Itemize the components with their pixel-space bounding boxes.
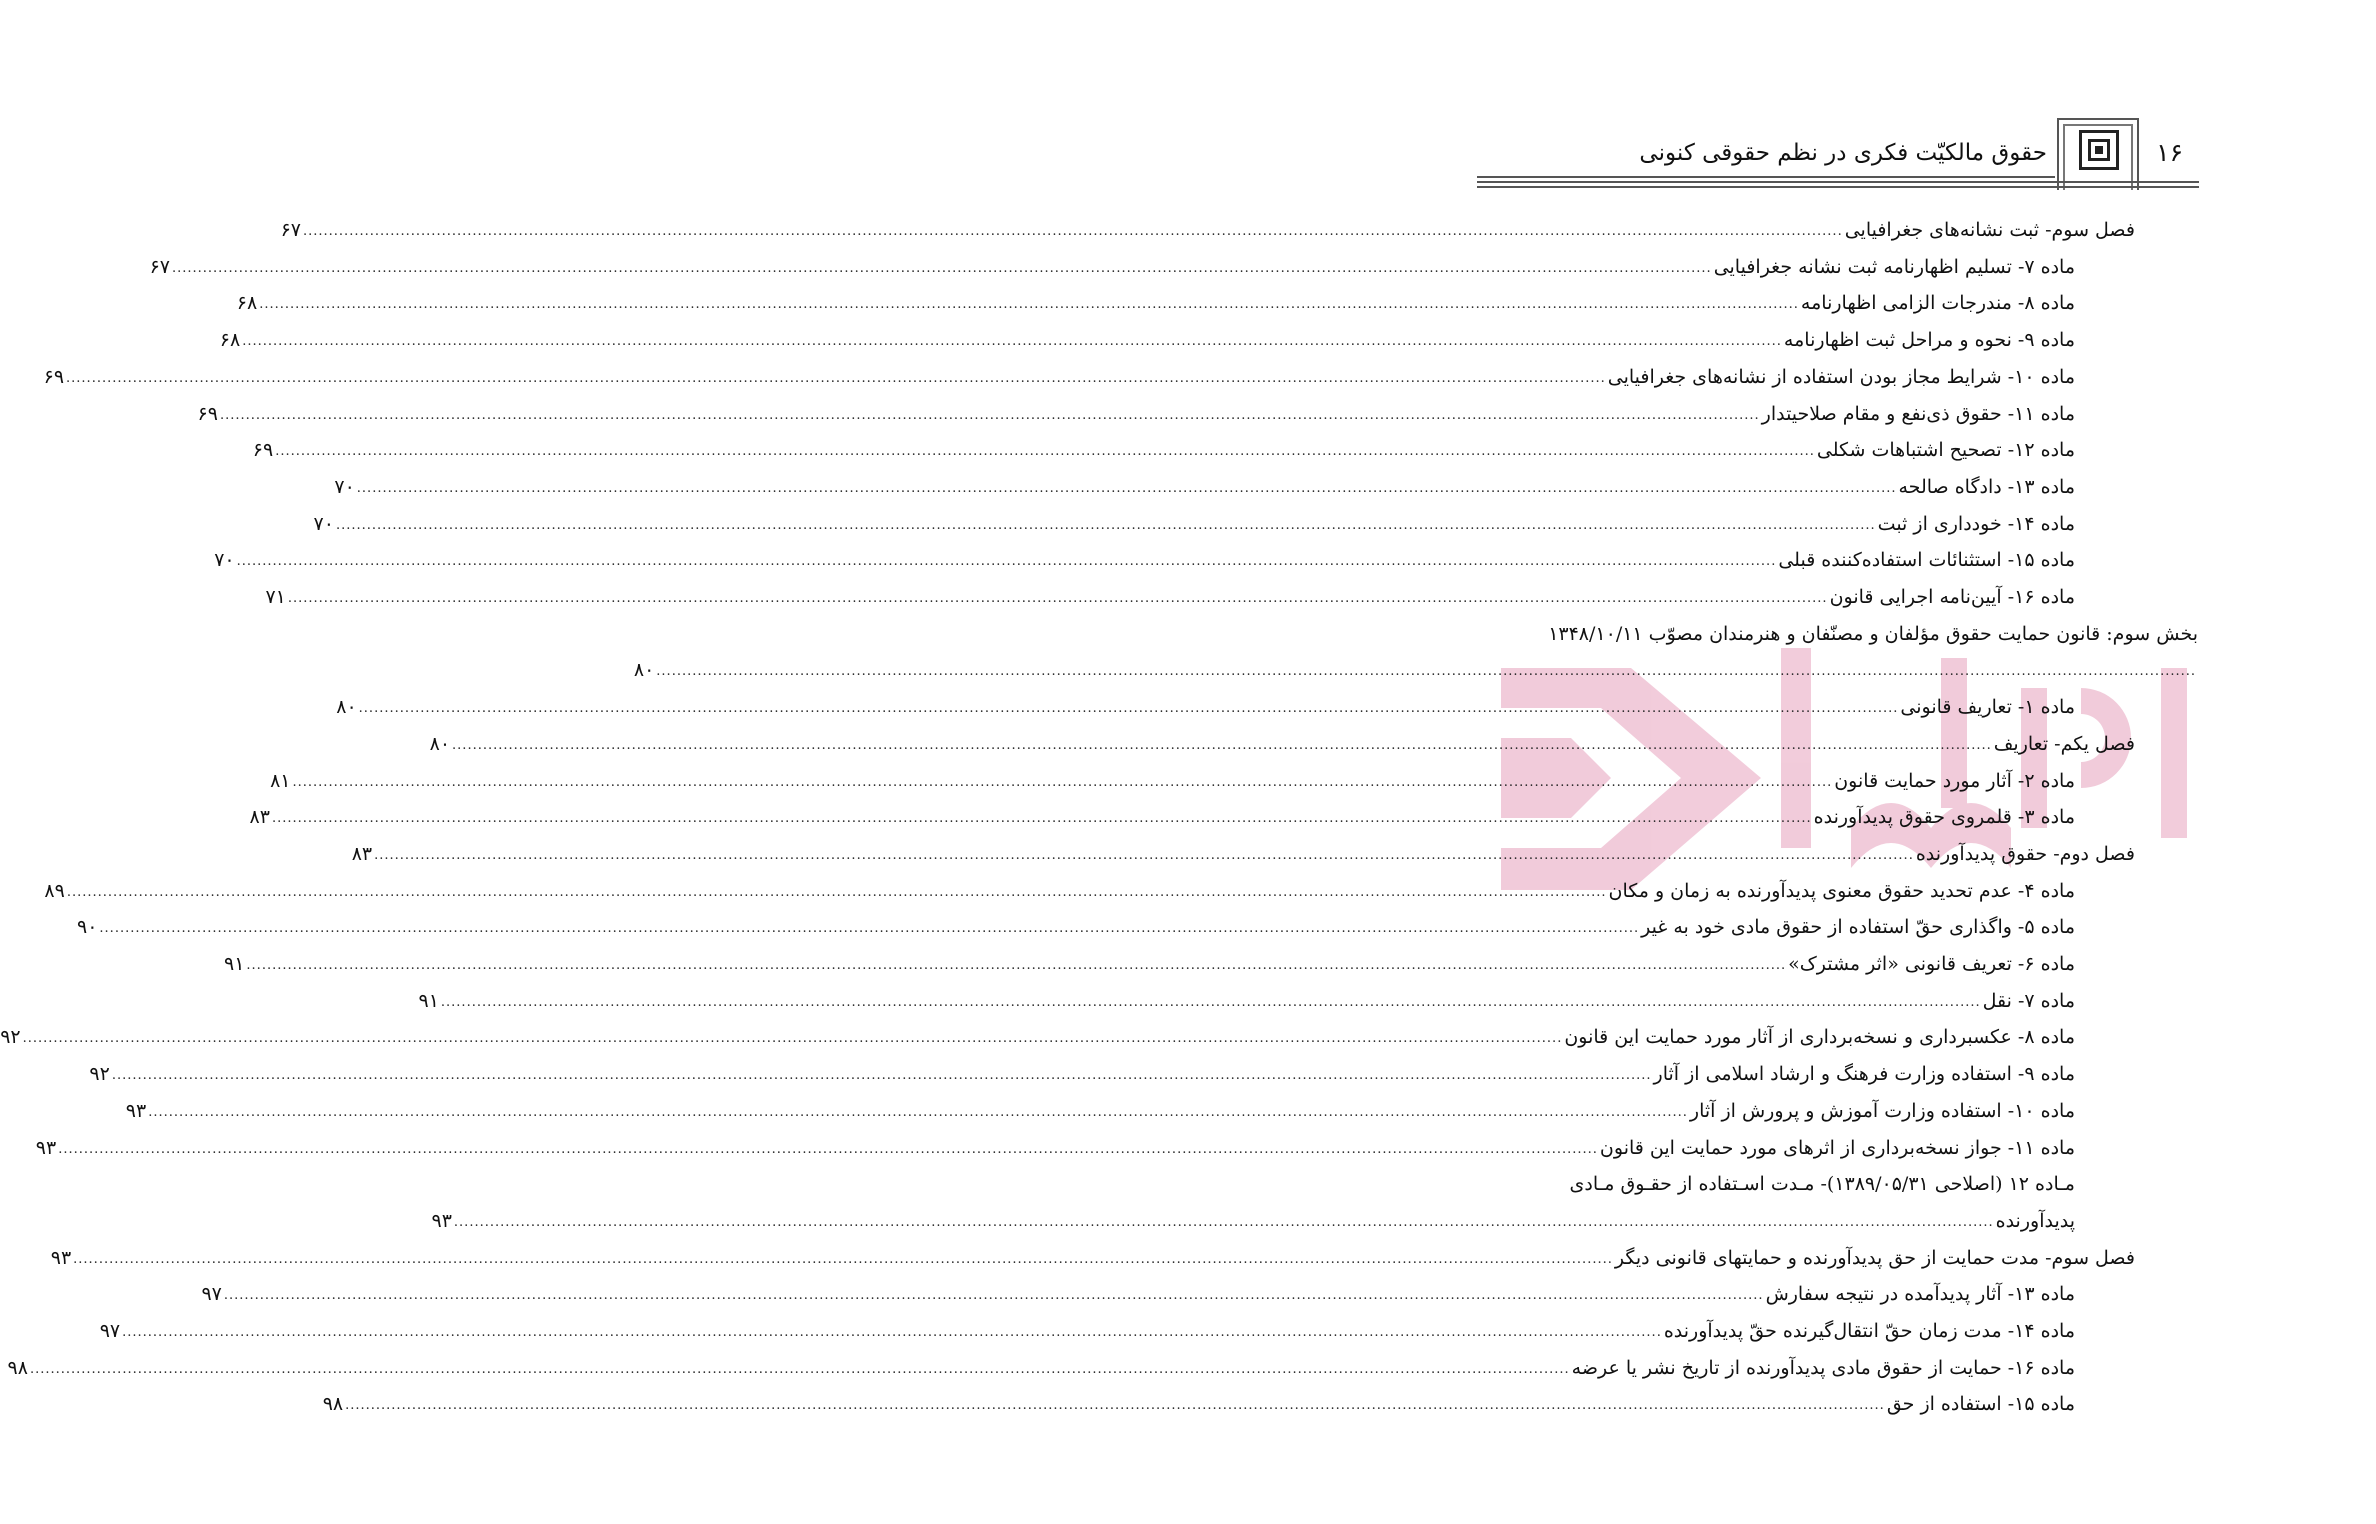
- toc-entry-page: ۹۷: [99, 1320, 121, 1342]
- toc-entry: [313, 506, 2075, 542]
- toc-entry-title: فصل دوم- حقوق پدیدآورنده: [1915, 842, 2135, 865]
- toc-entry-title: ماده ۴- عدم تحدید حقوق معنوی پدیدآورنده به زمان و مکان: [1608, 879, 2075, 902]
- toc-entry-page: ۸۰: [429, 732, 451, 755]
- toc-entry-title: ماده ۷- تسلیم اظهارنامه ثبت نشانه جغرافیایی: [1713, 255, 2075, 278]
- toc-leader-dots: ............................................................................................................................................................................................................................................................................................................: [148, 1104, 1688, 1120]
- toc-leader-dots: ............................................................................................................................................................................................................................................................................................................: [453, 1214, 1994, 1230]
- toc-entry: [351, 836, 2135, 872]
- toc-entry-title: ماده ۸- مندرجات الزامی اظهارنامه: [1800, 292, 2075, 315]
- toc-leader-dots: ............................................................................................................................................................................................................................................................................................................: [440, 994, 1981, 1010]
- toc-entry-page: ۹۱: [224, 953, 245, 975]
- toc-entry-page: ۷۱: [265, 586, 286, 608]
- toc-entry-title: ماده ۱۱- جواز نسخه‌برداری از اثرهای مورد حمایت این قانون: [1599, 1136, 2075, 1159]
- toc-entry-page: ۹۷: [201, 1283, 222, 1306]
- toc-entry-title: پدیدآورنده: [1995, 1209, 2075, 1232]
- toc-leader-dots: ............................................................................................................................................................................................................................................................................................................: [656, 664, 2196, 680]
- toc-leader-dots: ............................................................................................................................................................................................................................................................................................................: [223, 1288, 1764, 1304]
- toc-entry-title: ماده ۶- تعریف قانونی «اثر مشترک»: [1788, 953, 2075, 975]
- toc-leader-dots: ............................................................................................................................................................................................................................................................................................................: [66, 884, 1607, 900]
- toc-entry-title: ماده ۳- قلمروی حقوق پدیدآورنده: [1813, 806, 2075, 829]
- toc-entry-page: ۶۷: [280, 219, 301, 241]
- toc-entry-page: ۹۲: [89, 1063, 110, 1086]
- toc-entry: [35, 1130, 2075, 1166]
- toc-entry: [252, 432, 2075, 468]
- toc-leader-dots: ............................................................................................................................................................................................................................................................................................................: [452, 737, 1992, 753]
- toc-entry-page: ۷۰: [334, 475, 355, 498]
- toc-leader-dots: ............................................................................................................................................................................................................................................................................................................: [356, 480, 1897, 496]
- toc-entry-page: ۹۱: [418, 989, 439, 1012]
- toc-entry: [99, 1313, 2075, 1349]
- toc-entry-title: ماده ۱۰- استفاده وزارت آموزش و پرورش از آثار: [1689, 1099, 2075, 1122]
- toc-entry: [43, 359, 2075, 395]
- toc-leader-dots: ............................................................................................................................................................................................................................................................................................................: [303, 224, 1843, 239]
- toc-entry: [265, 579, 2075, 615]
- toc-leader-dots: ............................................................................................................................................................................................................................................................................................................: [242, 334, 1782, 350]
- toc-entry-page: ۹۸: [7, 1356, 28, 1379]
- toc-entry-page: ۶۹: [197, 402, 218, 425]
- toc-entry-title: ماده ۸- عکسبرداری و نسخه‌برداری از آثار مورد حمایت این قانون: [1564, 1026, 2075, 1049]
- toc-entry: [197, 396, 2075, 432]
- toc-leader-dots: ............................................................................................................................................................................................................................................................................................................: [275, 444, 1815, 460]
- toc-entry: [50, 1240, 2135, 1276]
- toc-entry-title: ماده ۲- آثار مورد حمایت قانون: [1834, 769, 2075, 792]
- toc-leader-dots: ............................................................................................................................................................................................................................................................................................................: [292, 774, 1833, 790]
- toc-entry: [224, 946, 2075, 982]
- toc-entry: [334, 469, 2075, 505]
- toc-leader-dots: ............................................................................................................................................................................................................................................................................................................: [358, 701, 1899, 717]
- toc-entry: [322, 1386, 2075, 1422]
- toc-entry-title: بخش سوم: قانون حمایت حقوق مؤلفان و مصنّفان و هنرمندان مصوّب ۱۳۴۸/۱۰/۱۱: [1548, 622, 2198, 645]
- toc-entry: [429, 726, 2135, 762]
- toc-entry-title: ماده ۱۵- استثنائات استفاده‌کننده قبلی: [1778, 549, 2075, 572]
- toc-leader-dots: ............................................................................................................................................................................................................................................................................................................: [345, 1398, 1885, 1414]
- toc-leader-dots: ............................................................................................................................................................................................................................................................................................................: [29, 1361, 1570, 1377]
- toc-entry: [1477, 616, 2198, 652]
- toc-leader-dots: ............................................................................................................................................................................................................................................................................................................: [111, 1068, 1652, 1084]
- toc-entry-page: ۸۳: [249, 806, 270, 829]
- toc-leader-dots: ............................................................................................................................................................................................................................................................................................................: [73, 1251, 1613, 1267]
- toc-leader-dots: ............................................................................................................................................................................................................................................................................................................: [374, 847, 1914, 863]
- toc-entry: [149, 249, 2075, 285]
- toc-entry-page: ۹۸: [322, 1393, 344, 1416]
- toc-entry-title: ماده ۷- نقل: [1982, 989, 2075, 1012]
- toc-entry-title: ماده ۱۵- استفاده از حق: [1886, 1393, 2075, 1416]
- toc-entry: [44, 873, 2075, 909]
- toc-entry: [125, 1093, 2075, 1129]
- toc-entry-title: ماده ۱۶- آیین‌نامه اجرایی قانون: [1829, 586, 2075, 608]
- toc-entry-page: ۷۰: [214, 549, 235, 572]
- toc-leader-dots: ............................................................................................................................................................................................................................................................................................................: [236, 554, 1777, 570]
- toc-entry-title: ماده ۱۶- حمایت از حقوق مادی پدیدآورنده از تاریخ نشر یا عرضه: [1571, 1356, 2075, 1379]
- toc-entry-page: ۶۸: [236, 292, 258, 315]
- toc-entry-page: ۶۸: [219, 329, 241, 352]
- toc-entry-page: ۹۳: [125, 1099, 147, 1122]
- toc-entry-page: ۸۳: [351, 842, 373, 865]
- toc-entry: [418, 983, 2075, 1019]
- toc-entry: [336, 689, 2075, 725]
- toc-leader-dots: ............................................................................................................................................................................................................................................................................................................: [219, 407, 1760, 423]
- toc-entry-page: ۸۰: [336, 696, 357, 719]
- toc-entry-title: مـاده ۱۲ (اصلاحی ۱۳۸۹/۰۵/۳۱)- مـدت اسـتفاده از حقـوق مـادی: [1569, 1173, 2075, 1196]
- toc-entry-title: ماده ۱- تعاریف قانونی: [1900, 696, 2075, 719]
- toc-entry: [270, 763, 2075, 799]
- toc-entry: [7, 1350, 2075, 1386]
- toc-leader-dots: ............................................................................................................................................................................................................................................................................................................: [66, 370, 1606, 386]
- toc-entry-title: ماده ۱۳- دادگاه صالحه: [1898, 475, 2075, 498]
- toc-entry: [0, 1019, 2075, 1055]
- toc-entry: [77, 909, 2075, 945]
- toc-entry-title: فصل سوم- مدت حمایت از حق پدیدآورنده و حمایتهای قانونی دیگر: [1614, 1246, 2135, 1269]
- page-header: [1477, 118, 2199, 198]
- toc-entry-page: ۶۹: [43, 365, 65, 388]
- toc-entry: [249, 799, 2075, 835]
- toc-entry-page: ۹۳: [35, 1136, 57, 1159]
- toc-entry-page: ۹۳: [431, 1209, 452, 1232]
- toc-leader-dots: ............................................................................................................................................................................................................................................................................................................: [335, 517, 1876, 533]
- toc-entry-page: ۹۲: [0, 1026, 21, 1049]
- page-number: ۱۶: [2156, 138, 2183, 167]
- toc-entry: [431, 1203, 2075, 1239]
- toc-leader-dots: ............................................................................................................................................................................................................................................................................................................: [122, 1325, 1662, 1340]
- toc-entry-page: ۹۰: [77, 916, 98, 939]
- toc-entry: [89, 1056, 2075, 1092]
- toc-entry-page: ۸۰: [633, 659, 655, 682]
- header-rule: [1477, 181, 2199, 183]
- toc-leader-dots: ............................................................................................................................................................................................................................................................................................................: [58, 1141, 1598, 1157]
- toc-leader-dots: ............................................................................................................................................................................................................................................................................................................: [287, 591, 1828, 606]
- toc-entry-page: ۶۹: [252, 439, 274, 462]
- toc-entry-page: ۸۱: [270, 769, 291, 792]
- toc-leader-dots: ............................................................................................................................................................................................................................................................................................................: [246, 958, 1787, 973]
- toc-entry-title: ماده ۱۰- شرایط مجاز بودن استفاده از نشانه‌های جغرافیایی: [1607, 365, 2075, 388]
- toc-entry-title: ماده ۱۲- تصحیح اشتباهات شکلی: [1816, 439, 2075, 462]
- toc-entry-page: ۷۰: [313, 512, 334, 535]
- toc-leader-dots: ............................................................................................................................................................................................................................................................................................................: [99, 921, 1640, 937]
- toc-entry-page: ۸۹: [44, 879, 65, 902]
- toc-entry: [633, 652, 2198, 688]
- toc-entry-title: ماده ۱۴- مدت زمان حقّ انتقال‌گیرنده حقّ پدیدآورنده: [1663, 1320, 2075, 1342]
- toc-entry: [219, 322, 2075, 358]
- toc-entry: [280, 212, 2135, 248]
- toc-entry: [201, 1276, 2075, 1312]
- toc-entry-title: فصل یکم- تعاریف: [1993, 732, 2135, 755]
- toc-entry: [236, 285, 2075, 321]
- toc-leader-dots: ............................................................................................................................................................................................................................................................................................................: [259, 297, 1799, 313]
- toc-leader-dots: ............................................................................................................................................................................................................................................................................................................: [22, 1031, 1563, 1047]
- toc-entry-title: فصل سوم- ثبت نشانه‌های جغرافیایی: [1844, 219, 2135, 241]
- toc-entry-title: ماده ۹- نحوه و مراحل ثبت اظهارنامه: [1783, 329, 2075, 352]
- toc-entry-title: ماده ۱۳- آثار پدیدآمده در نتیجه سفارش: [1765, 1283, 2075, 1306]
- header-title: حقوق مالکیّت فکری در نظم حقوقی کنونی: [1639, 140, 2047, 166]
- header-ornament-icon: [2079, 130, 2119, 170]
- toc-leader-dots: ............................................................................................................................................................................................................................................................................................................: [271, 811, 1812, 827]
- toc-leader-dots: ............................................................................................................................................................................................................................................................................................................: [171, 260, 1712, 276]
- toc-entry-page: ۶۷: [149, 255, 170, 278]
- header-rule: [1477, 176, 2055, 178]
- toc-entry-title: ماده ۵- واگذاری حقّ استفاده از حقوق مادی خود به غیر: [1641, 916, 2075, 939]
- toc-entry-title: ماده ۱۱- حقوق ذی‌نفع و مقام صلاحیتدار: [1761, 402, 2075, 425]
- toc-entry-title: ماده ۹- استفاده وزارت فرهنگ و ارشاد اسلامی از آثار: [1653, 1063, 2075, 1086]
- toc-entry: [214, 542, 2075, 578]
- toc-entry: [1477, 1166, 2075, 1202]
- header-rule: [1477, 186, 2199, 188]
- toc-entry-title: ماده ۱۴- خودداری از ثبت: [1877, 512, 2075, 535]
- toc-entry-page: ۹۳: [50, 1246, 72, 1269]
